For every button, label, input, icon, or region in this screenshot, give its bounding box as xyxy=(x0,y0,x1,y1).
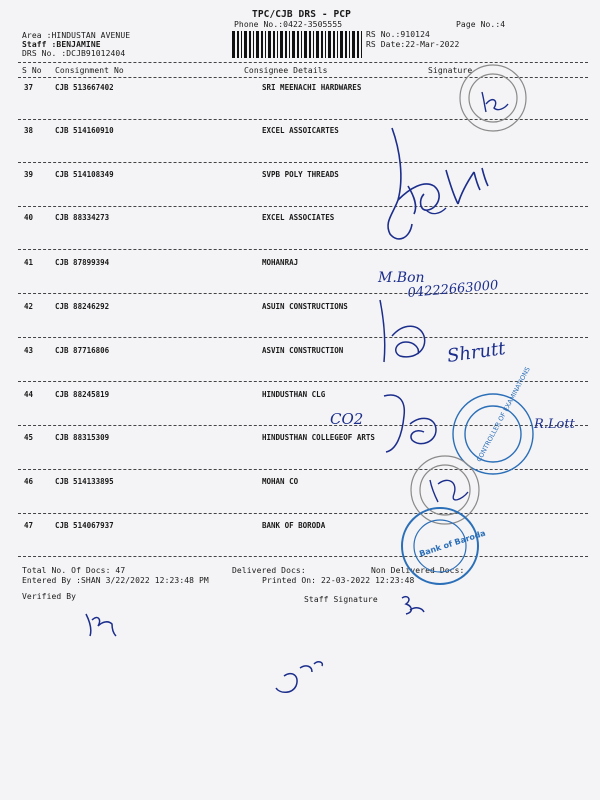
table-row xyxy=(0,521,600,531)
barcode-bar xyxy=(244,31,247,58)
barcode xyxy=(232,31,362,58)
row-consignment: CJB 87899394 xyxy=(55,258,110,267)
bottom-signature xyxy=(276,662,322,692)
row-consignee: HINDUSTHAN COLLEGEOF ARTS xyxy=(262,433,375,442)
row-consignee: SVPB POLY THREADS xyxy=(262,170,339,179)
delivered-docs: Delivered Docs: xyxy=(232,566,306,575)
table-row xyxy=(0,346,600,356)
row-consignment: CJB 513667402 xyxy=(55,83,114,92)
handwritten-phone-row-41: 04222663000 xyxy=(407,278,499,301)
row-sno: 38 xyxy=(24,126,34,135)
row-divider xyxy=(18,381,588,382)
document-title: TPC/CJB DRS - PCP xyxy=(252,9,351,20)
barcode-bar xyxy=(297,31,299,58)
table-row xyxy=(0,170,600,180)
column-sno: S No xyxy=(22,66,42,75)
bank-seal-text: Bank of Baroda xyxy=(418,528,487,559)
row-consignment: CJB 514133895 xyxy=(55,477,114,486)
rs-date: RS Date:22-Mar-2022 xyxy=(366,40,460,49)
row-sno: 47 xyxy=(24,521,34,530)
row-divider xyxy=(18,119,588,120)
handwritten-name-row-43: Shrutt xyxy=(445,338,507,367)
examinations-seal-text: CONTROLLER OF EXAMINATIONS xyxy=(474,365,532,464)
row-sno: 39 xyxy=(24,170,34,179)
barcode-bar xyxy=(304,31,307,58)
row-consignee: EXCEL ASSOICARTES xyxy=(262,126,339,135)
row-sno: 42 xyxy=(24,302,34,311)
row-divider xyxy=(18,469,588,470)
row-divider xyxy=(18,249,588,250)
area-label: Area :HINDUSTAN AVENUE xyxy=(22,31,131,40)
handwritten-note-row-44: CO2 xyxy=(330,410,364,428)
barcode-bar xyxy=(268,31,271,58)
handwritten-note-row-41: M.Bon xyxy=(378,270,425,286)
row-sno: 40 xyxy=(24,213,34,222)
barcode-bar xyxy=(301,31,302,58)
table-row xyxy=(0,433,600,443)
barcode-bar xyxy=(337,31,338,58)
barcode-bar xyxy=(345,31,347,58)
header-divider-bottom xyxy=(18,77,588,78)
row-consignment: CJB 88246292 xyxy=(55,302,110,311)
row-consignment: CJB 514160910 xyxy=(55,126,114,135)
non-delivered-docs: Non Delivered Docs: xyxy=(371,566,465,575)
row-sno: 41 xyxy=(24,258,34,267)
row-divider xyxy=(18,425,588,426)
row-sno: 43 xyxy=(24,346,34,355)
barcode-bar xyxy=(340,31,343,58)
page-number: Page No.:4 xyxy=(456,20,506,29)
row-sno: 44 xyxy=(24,390,34,399)
drs-number: DRS No. :DCJB91012404 xyxy=(22,49,126,58)
table-row xyxy=(0,126,600,136)
barcode-bar xyxy=(316,31,319,58)
row-consignee: ASUIN CONSTRUCTIONS xyxy=(262,302,348,311)
row-consignment: CJB 88315309 xyxy=(55,433,110,442)
staff-signature-mark xyxy=(402,597,424,614)
barcode-bar xyxy=(265,31,266,58)
column-consignee: Consignee Details xyxy=(244,66,328,75)
verified-by-label: Verified By xyxy=(22,592,77,601)
barcode-bar xyxy=(253,31,254,58)
barcode-bar xyxy=(289,31,290,58)
table-row xyxy=(0,302,600,312)
barcode-bar xyxy=(261,31,263,58)
verified-by-signature xyxy=(86,614,116,636)
barcode-bar xyxy=(352,31,355,58)
row-divider xyxy=(18,513,588,514)
table-row xyxy=(0,477,600,487)
signature-row-37 xyxy=(482,92,508,112)
row-consignment: CJB 514067937 xyxy=(55,521,114,530)
row-consignee: MOHANRAJ xyxy=(262,258,299,267)
barcode-bar xyxy=(361,31,362,58)
barcode-bar xyxy=(349,31,350,58)
row-divider xyxy=(18,162,588,163)
barcode-bar xyxy=(232,31,235,58)
table-row xyxy=(0,390,600,400)
barcode-bar xyxy=(321,31,323,58)
barcode-bar xyxy=(309,31,311,58)
total-docs: Total No. Of Docs: 47 xyxy=(22,566,126,575)
barcode-bar xyxy=(237,31,239,58)
row-consignee: MOHAN CO xyxy=(262,477,299,486)
row-consignee: BANK OF BORODA xyxy=(262,521,326,530)
row-consignee: EXCEL ASSOCIATES xyxy=(262,213,335,222)
barcode-bar xyxy=(256,31,259,58)
barcode-bar xyxy=(325,31,326,58)
column-consignment: Consignment No xyxy=(55,66,124,75)
table-divider-bottom xyxy=(18,556,588,557)
table-row xyxy=(0,213,600,223)
handwritten-name-row-45: R.Lott xyxy=(534,417,575,432)
row-sno: 45 xyxy=(24,433,34,442)
row-sno: 46 xyxy=(24,477,34,486)
barcode-bar xyxy=(357,31,359,58)
row-consignee: SRI MEENACHI HARDWARES xyxy=(262,83,362,92)
row-consignment: CJB 88245819 xyxy=(55,390,110,399)
barcode-bar xyxy=(333,31,335,58)
row-consignee: HINDUSTHAN CLG xyxy=(262,390,326,399)
barcode-bar xyxy=(249,31,251,58)
row-divider xyxy=(18,337,588,338)
entered-by: Entered By :SHAN 3/22/2022 12:23:48 PM xyxy=(22,576,209,585)
header-divider-top xyxy=(18,62,588,63)
barcode-bar xyxy=(292,31,295,58)
row-divider xyxy=(18,293,588,294)
row-sno: 37 xyxy=(24,83,34,92)
barcode-bar xyxy=(285,31,287,58)
table-row xyxy=(0,83,600,93)
rs-number: RS No.:910124 xyxy=(366,30,430,39)
barcode-bar xyxy=(273,31,275,58)
phone-number: Phone No.:0422-3505555 xyxy=(234,20,343,29)
barcode-bar xyxy=(241,31,242,58)
row-consignment: CJB 87716806 xyxy=(55,346,110,355)
row-consignee: ASVIN CONSTRUCTION xyxy=(262,346,344,355)
staff-label: Staff :BENJAMINE xyxy=(22,40,101,49)
barcode-bar xyxy=(313,31,314,58)
staff-signature-label: Staff Signature xyxy=(304,595,378,604)
row-consignment: CJB 514108349 xyxy=(55,170,114,179)
barcode-bar xyxy=(280,31,283,58)
signature-row-44-45 xyxy=(384,395,436,452)
column-signature: Signature xyxy=(428,66,473,75)
row-divider xyxy=(18,206,588,207)
table-row xyxy=(0,258,600,268)
printed-on: Printed On: 22-03-2022 12:23:48 xyxy=(262,576,415,585)
barcode-bar xyxy=(328,31,331,58)
row-consignment: CJB 88334273 xyxy=(55,213,110,222)
barcode-bar xyxy=(277,31,278,58)
